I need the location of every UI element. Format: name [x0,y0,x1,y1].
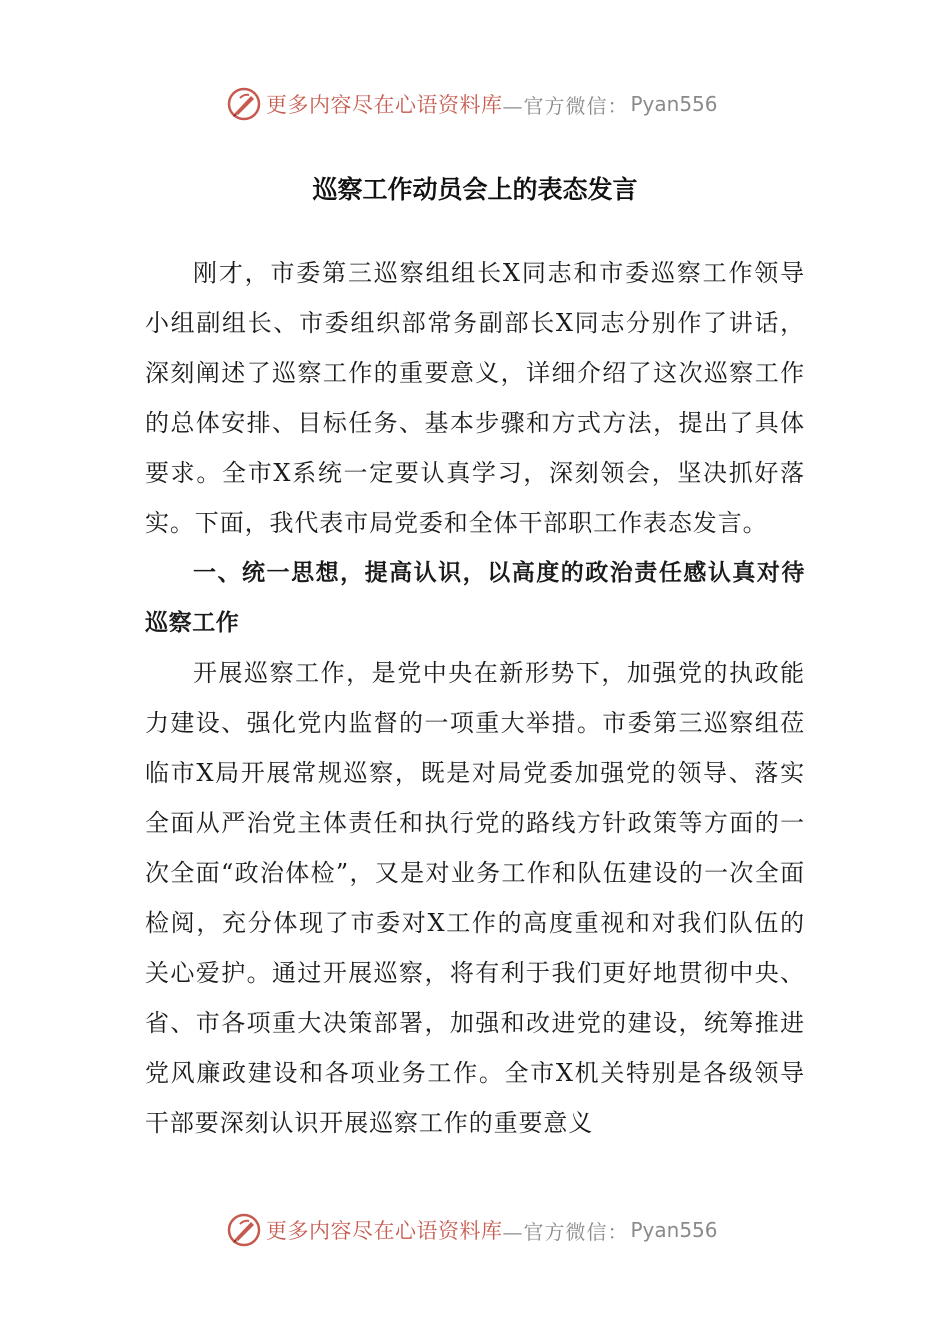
watermark-main-text: 更多内容尽在心语资料库 [266,93,503,117]
watermark-sub-text: —官方微信： [502,93,629,118]
watermark-footer [226,1210,718,1250]
watermark-main-text: 更多内容尽在心语资料库 [266,1219,503,1243]
section-paragraph: 开展巡察工作，是党中央在新形势下，加强党的执政能力建设、强化党内监督的一项重大举措。市委第三巡察组莅临市X局开展常规巡察，既是对局党委加强党的领导、落实全面从严治党主体责任和执行党的路线方针政策等方面的一次全面“政治体检”，又是对业务工作和队伍建设的一次全面检阅，充分体现了市委对X工作的高度重视和对我们队伍的关心爱护。通过开展巡察，将有利于我们更好地贯彻中央、省、市各项重大决策部署，加强和改进党的建设，统筹推进党风廉政建设和各项业务工作。全市X机关特别是各级领导干部要深刻认识开展巡察工作的重要意义 [145,659,805,1137]
watermark-id-text: Pyan556 [630,92,718,116]
watermark-id-text: Pyan556 [630,1218,718,1242]
watermark-header [226,84,718,124]
pen-logo-icon [226,86,262,122]
pen-logo-icon [226,1212,262,1248]
document-title: 巡察工作动员会上的表态发言 [312,175,638,204]
watermark-sub-text: —官方微信： [502,1219,629,1244]
document-body [145,248,805,1148]
section-heading: 一、统一思想，提高认识，以高度的政治责任感认真对待巡察工作 [145,560,805,636]
intro-paragraph: 刚才，市委第三巡察组组长X同志和市委巡察工作领导小组副组长、市委组织部常务副部长X同志分别作了讲话，深刻阐述了巡察工作的重要意义，详细介绍了这次巡察工作的总体安排、目标任务、基本步骤和方式方法，提出了具体要求。全市X系统一定要认真学习，深刻领会，坚决抓好落实。下面，我代表市局党委和全体干部职工作表态发言。 [145,259,805,537]
